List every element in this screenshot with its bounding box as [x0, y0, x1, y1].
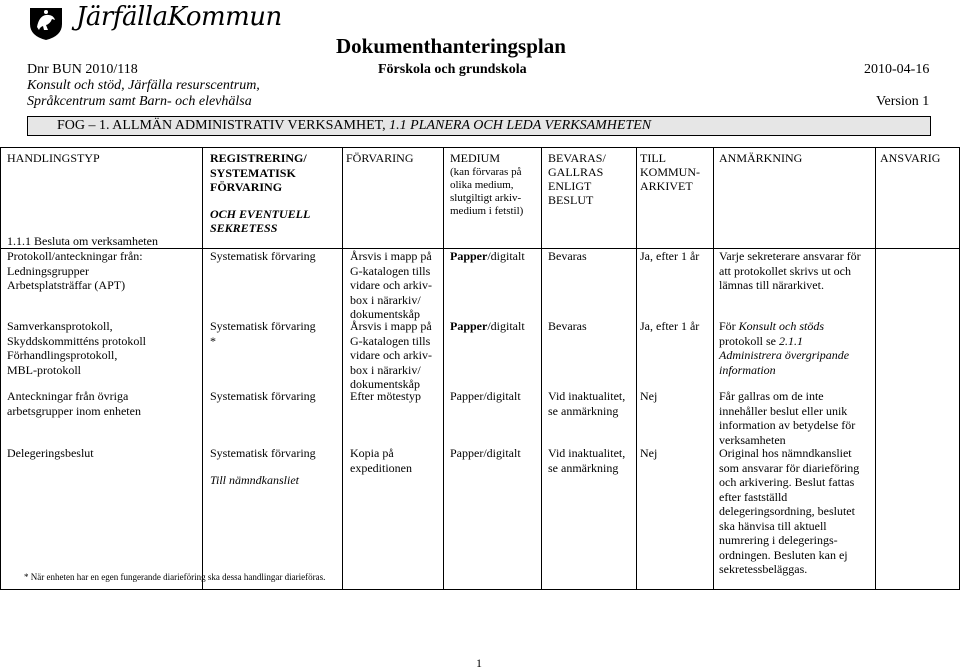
col-header-registrering: REGISTRERING/ SYSTEMATISK FÖRVARING OCH EVENTUELL SEKRETESS — [210, 151, 311, 235]
col-header-anmarkning: ANMÄRKNING — [719, 151, 803, 165]
row-2-registrering: Systematisk förvaring * — [210, 319, 316, 348]
row-1-forvaring: Årsvis i mapp på G-katalogen tills vidare och arkiv- box i närarkiv/ dokumentskåp — [350, 249, 432, 321]
kommun-logo-icon — [26, 2, 66, 42]
column-divider — [541, 147, 542, 590]
department-line-1: Konsult och stöd, Järfälla resurscentrum, — [27, 78, 260, 93]
document-date: 2010-04-16 — [864, 62, 930, 77]
row-1-handlingstyp: Protokoll/anteckningar från: Ledningsgrupper Arbetsplatsträffar (APT) — [7, 249, 143, 292]
row-4-registrering: Systematisk förvaring Till nämndkansliet — [210, 446, 316, 487]
row-3-medium: Papper/digitalt — [450, 389, 521, 403]
column-divider — [342, 147, 343, 590]
column-divider — [443, 147, 444, 590]
section-heading: 1.1.1 Besluta om verksamheten — [7, 234, 158, 248]
fog-process: 1.1 PLANERA OCH LEDA VERKSAMHETEN — [389, 118, 652, 133]
row-2-bevaras: Bevaras — [548, 319, 587, 333]
row-1-registrering: Systematisk förvaring — [210, 249, 316, 263]
row-3-forvaring: Efter mötestyp — [350, 389, 421, 403]
row-1-medium: Papper/digitalt — [450, 249, 525, 263]
col-header-ansvarig: ANSVARIG — [880, 151, 941, 165]
col-header-medium: MEDIUM (kan förvaras på olika medium, slutgiltigt arkiv- medium i fetstil) — [450, 151, 524, 217]
row-4-bevaras: Vid inaktualitet, se anmärkning — [548, 446, 626, 475]
document-version: Version 1 — [876, 94, 930, 109]
row-4-anmarkning: Original hos nämndkansliet som ansvarar för diarieföring och arkivering. Beslut fattas efter fastställd delegeringsordning, beslutet ska hänvisa till aktuell numrering i delegerings- ordningen. Besluten kan ej sekretessbeläggas. — [719, 446, 860, 576]
row-1-till-arkivet: Ja, efter 1 år — [640, 249, 700, 263]
brand-name: JärfällaKommun — [76, 2, 282, 32]
col-header-till-kommunarkivet: TILL KOMMUN- ARKIVET — [640, 151, 700, 193]
footnote: * När enheten har en egen fungerande diarieföring ska dessa handlingar diarieföras. — [24, 572, 326, 582]
col-header-handlingstyp: HANDLINGSTYP — [7, 151, 100, 165]
document-subtitle: Förskola och grundskola — [378, 62, 527, 77]
row-4-till-arkivet: Nej — [640, 446, 658, 460]
col-header-forvaring: FÖRVARING — [346, 151, 414, 165]
row-3-handlingstyp: Anteckningar från övriga arbetsgrupper inom enheten — [7, 389, 141, 418]
row-4-forvaring: Kopia på expeditionen — [350, 446, 412, 475]
diary-number: Dnr BUN 2010/118 — [27, 62, 138, 77]
column-divider — [713, 147, 714, 590]
row-3-registrering: Systematisk förvaring — [210, 389, 316, 403]
row-3-bevaras: Vid inaktualitet, se anmärkning — [548, 389, 626, 418]
page-number: 1 — [476, 656, 482, 670]
row-2-forvaring: Årsvis i mapp på G-katalogen tills vidare och arkiv- box i närarkiv/ dokumentskåp — [350, 319, 432, 391]
row-1-bevaras: Bevaras — [548, 249, 587, 263]
fog-prefix: FOG – 1. ALLMÄN ADMINISTRATIV VERKSAMHET, — [57, 118, 390, 133]
column-divider — [636, 147, 637, 590]
row-4-medium: Papper/digitalt — [450, 446, 521, 460]
row-2-medium: Papper/digitalt — [450, 319, 525, 333]
row-1-anmarkning: Varje sekreterare ansvarar för att protokollet skrivs ut och lämnas till närarkivet. — [719, 249, 861, 292]
row-3-anmarkning: Får gallras om de inte innehåller beslut eller unik information av betydelse för verksamheten — [719, 389, 856, 447]
col-header-bevaras: BEVARAS/ GALLRAS ENLIGT BESLUT — [548, 151, 606, 207]
row-2-handlingstyp: Samverkansprotokoll, Skyddskommitténs protokoll Förhandlingsprotokoll, MBL-protokoll — [7, 319, 147, 377]
column-divider — [202, 147, 203, 590]
row-4-handlingstyp: Delegeringsbeslut — [7, 446, 94, 460]
fog-classification-bar — [27, 116, 931, 136]
row-3-till-arkivet: Nej — [640, 389, 658, 403]
row-2-anmarkning: För Konsult och stöds protokoll se 2.1.1 Administrera övergripande information — [719, 319, 850, 377]
document-title: Dokumenthanteringsplan — [336, 34, 566, 58]
department-line-2: Språkcentrum samt Barn- och elevhälsa — [27, 94, 252, 109]
row-2-till-arkivet: Ja, efter 1 år — [640, 319, 700, 333]
column-divider — [875, 147, 876, 590]
